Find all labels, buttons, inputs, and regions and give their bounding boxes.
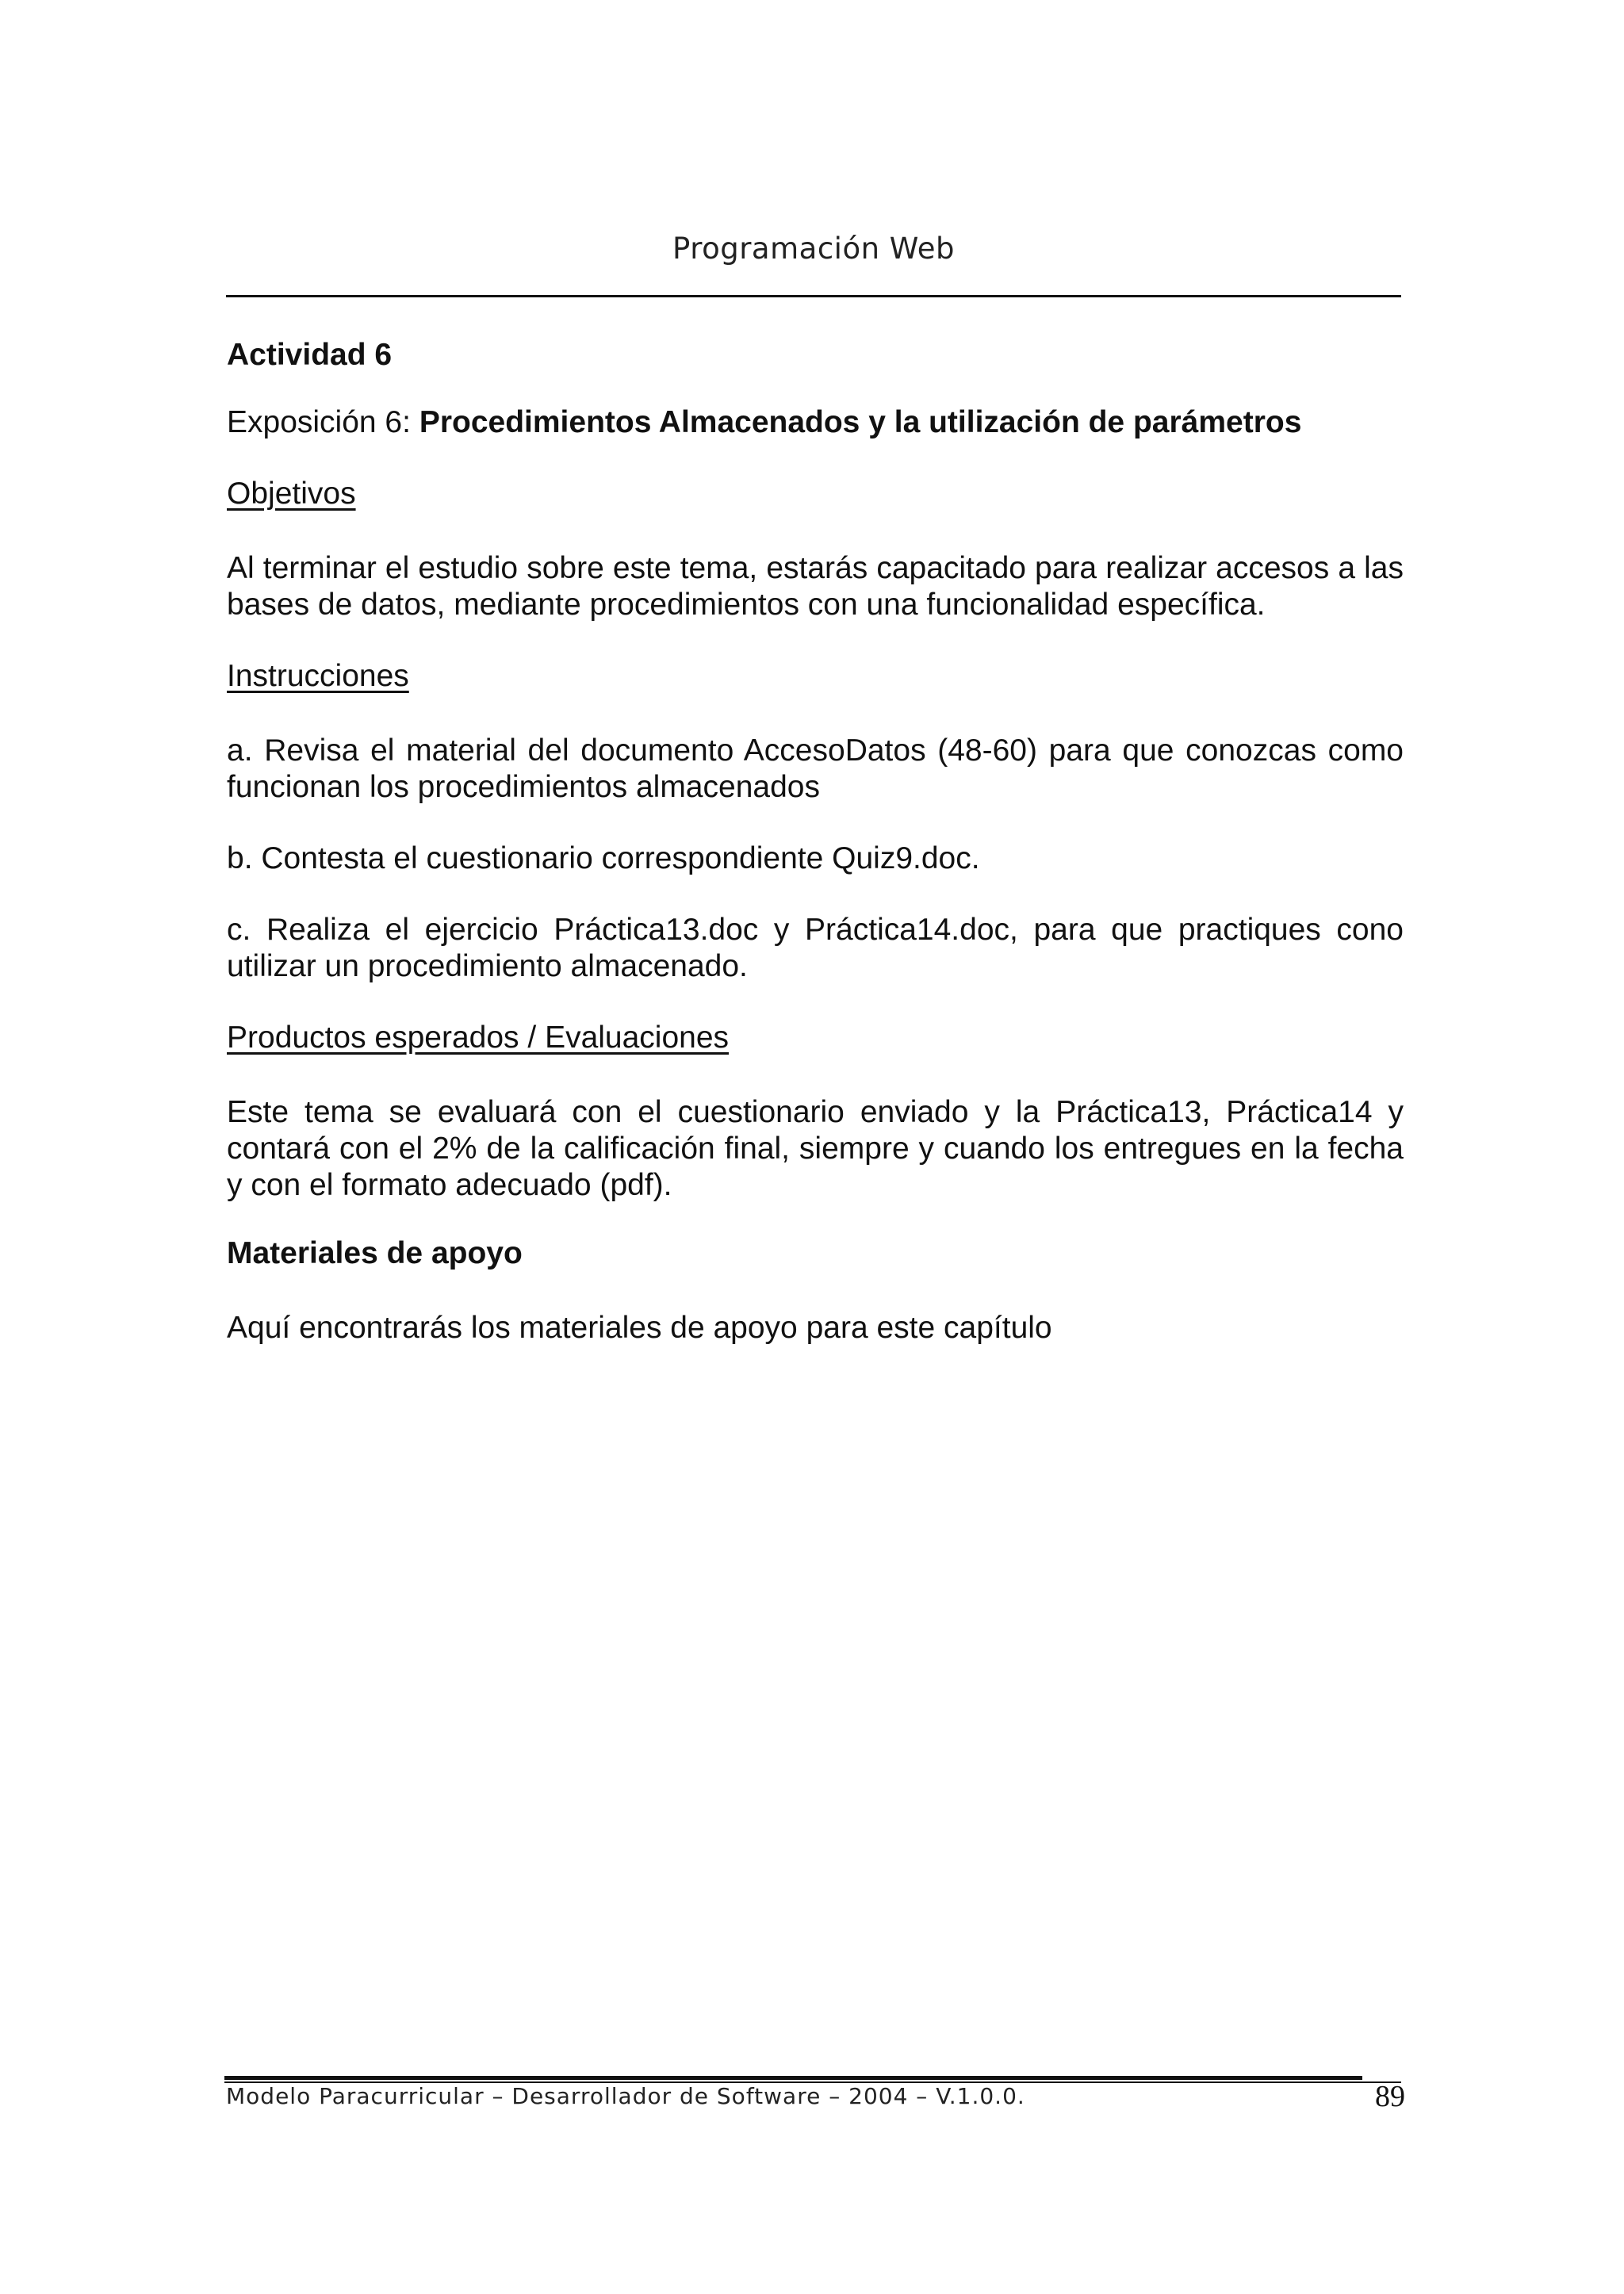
exposition-line (227, 404, 1404, 441)
materials-heading: Materiales de apoyo (227, 1236, 523, 1270)
page-content (227, 337, 1404, 1346)
objectives-text: Al terminar el estudio sobre este tema, estarás capacitado para realizar accesos a las bases de datos, mediante procedimientos con una funcionalidad específica. (227, 551, 1404, 622)
page-number: 89 (1375, 2080, 1405, 2113)
objectives-heading: Objetivos (227, 477, 356, 511)
materials-text: Aquí encontrarás los materiales de apoyo para este capítulo (227, 1311, 1052, 1345)
instructions-heading: Instrucciones (227, 659, 409, 693)
instruction-item-b: b. Contesta el cuestionario correspondiente Quiz9.doc. (227, 841, 980, 875)
footer-text: Modelo Paracurricular – Desarrollador de Software – 2004 – V.1.0.0. (226, 2083, 1025, 2109)
instruction-item-c: c. Realiza el ejercicio Práctica13.doc y Práctica14.doc, para que practiques cono utilizar un procedimiento almacenado. (227, 913, 1404, 983)
exposition-title: Procedimientos Almacenados y la utilización de parámetros (419, 405, 1302, 439)
products-text: Este tema se evaluará con el cuestionario enviado y la Práctica13, Práctica14 y contará con el 2% de la calificación final, siempre y cuando los entregues en la fecha y con el formato adecuado (pdf). (227, 1095, 1404, 1202)
running-header: Programación Web (672, 232, 955, 266)
footer-rule-thick (224, 2076, 1362, 2080)
activity-title: Actividad 6 (227, 338, 393, 372)
products-heading: Productos esperados / Evaluaciones (227, 1021, 730, 1055)
instruction-item-a: a. Revisa el material del documento AccesoDatos (48-60) para que conozcas como funcionan los procedimientos almacenados (227, 733, 1404, 804)
header-rule (226, 295, 1401, 297)
exposition-prefix: Exposición 6: (227, 405, 419, 439)
